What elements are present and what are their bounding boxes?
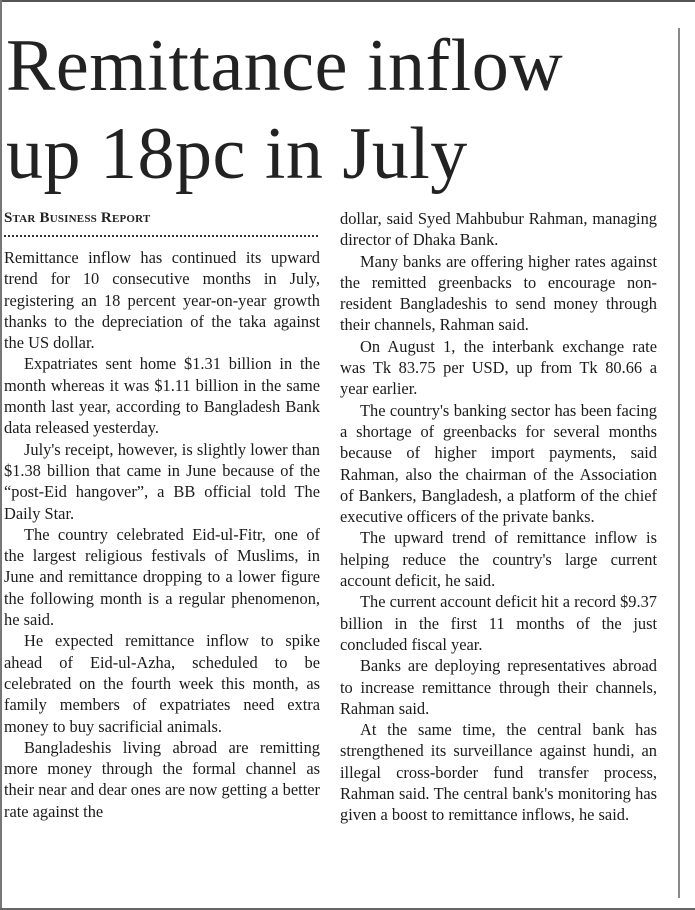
byline: Star Business Report xyxy=(4,210,151,226)
paragraph: Banks are deploying representatives abroad to increase remittance through their channels, Rahman said. xyxy=(340,656,657,718)
paragraph: The country celebrated Eid-ul-Fitr, one of the largest religious festivals of Muslims, in June and remittance dropping to a lower figure the following month is a regular phenomenon, he said. xyxy=(4,524,320,630)
headline-line-1: Remittance inflow xyxy=(6,25,564,107)
article-column-left xyxy=(4,208,320,822)
paragraph: Bangladeshis living abroad are remitting more money through the formal channel as their near and dear ones are now getting a better rate against the xyxy=(4,737,320,821)
column-rule-right xyxy=(678,28,680,898)
left-border xyxy=(0,0,2,910)
article-column-right xyxy=(340,208,657,826)
paragraph: At the same time, the central bank has strengthened its surveillance against hundi, an illegal cross-border fund transfer process, Rahman said. The central bank's monitoring has given a boost to remittance inflows, he said. xyxy=(340,720,657,825)
paragraph: The current account deficit hit a record $9.37 billion in the first 11 months of the just concluded fiscal year. xyxy=(340,592,657,654)
paragraph: He expected remittance inflow to spike ahead of Eid-ul-Azha, scheduled to be celebrated on the fourth week this month, as family members of expatriates need extra money to buy sacrificial animals. xyxy=(4,631,320,736)
headline-line-2: up 18pc in July xyxy=(6,113,468,195)
paragraph: On August 1, the interbank exchange rate was Tk 83.75 per USD, up from Tk 80.66 a year earlier. xyxy=(340,336,657,399)
paragraph: Remittance inflow has continued its upward trend for 10 consecutive months in July, registering an 18 percent year-on-year growth thanks to the depreciation of the taka against the US dollar. xyxy=(4,248,320,353)
paragraph: Many banks are offering higher rates against the remitted greenbacks to encourage non-resident Bangladeshis to send money through their channels, Rahman said. xyxy=(340,251,657,335)
paragraph: The upward trend of remittance inflow is helping reduce the country's large current account deficit, he said. xyxy=(340,528,657,591)
top-border xyxy=(0,0,695,2)
paragraph: Expatriates sent home $1.31 billion in the month whereas it was $1.11 billion in the same month last year, according to Bangladesh Bank data released yesterday. xyxy=(4,354,320,438)
article-headline xyxy=(6,22,676,198)
paragraph: July's receipt, however, is slightly lower than $1.38 billion that came in June because of the “post-Eid hangover”, a BB official told The Daily Star. xyxy=(4,439,320,523)
paragraph: The country's banking sector has been facing a shortage of greenbacks for several months because of higher import payments, said Rahman, also the chairman of the Association of Bankers, Bangladesh, a platform of the chief executive officers of the private banks. xyxy=(340,400,657,527)
paragraph: dollar, said Syed Mahbubur Rahman, managing director of Dhaka Bank. xyxy=(340,209,657,250)
byline-dotted-divider xyxy=(4,229,318,237)
